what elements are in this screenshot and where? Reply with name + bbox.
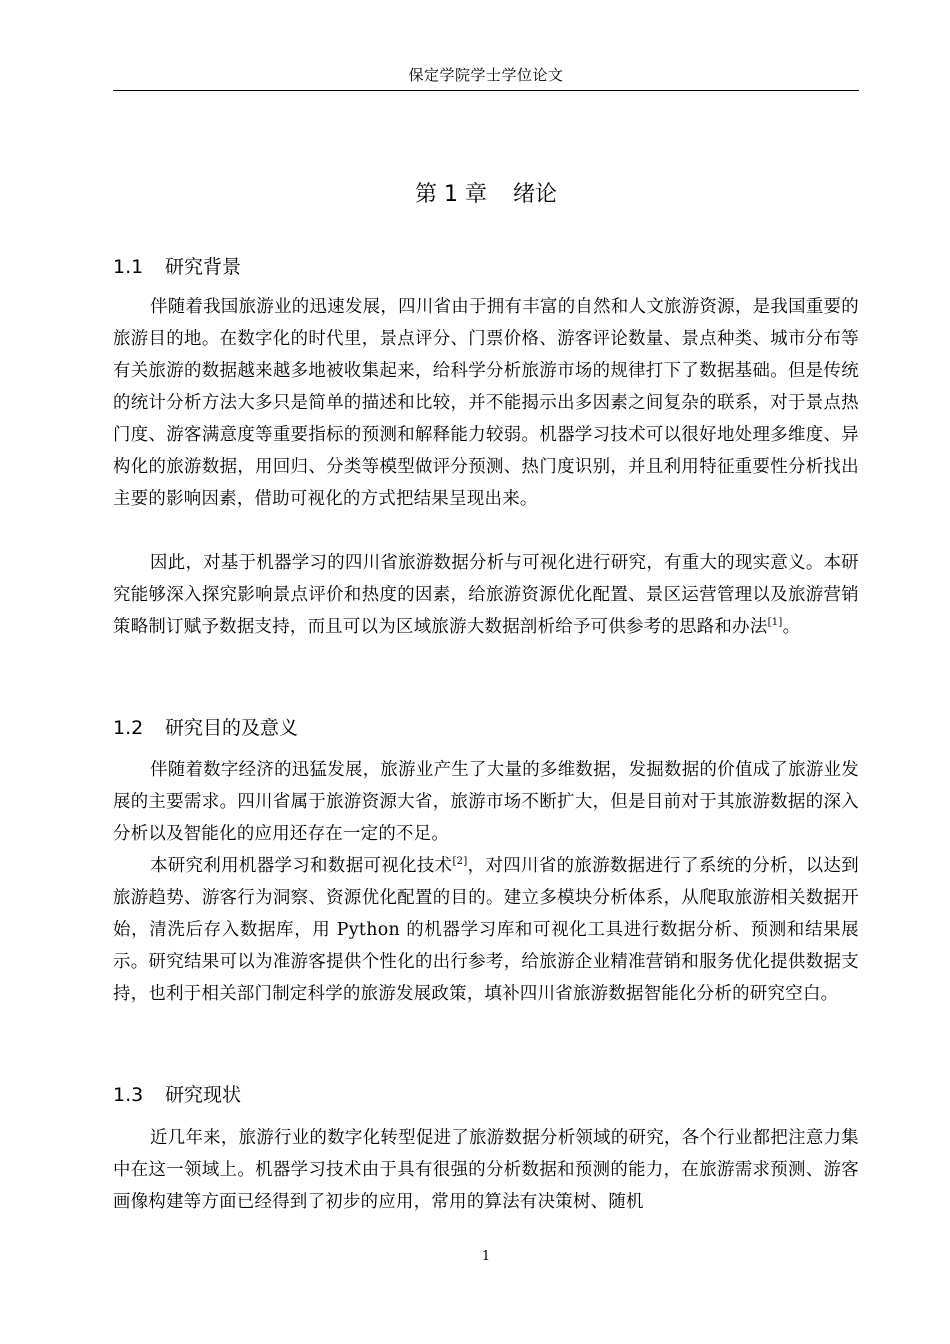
- paragraph-text: ，对四川省的旅游数据进行了系统的分析，以达到旅游趋势、游客行为洞察、资源优化配置的目的。建立多模块分析体系，从爬取旅游相关数据开始，清洗后存入数据库，用 Python 的机器学习库和可视化工具进行数据分析、预测和结果展示。研究结果可以为准游客提供个性化的出行参考，给旅游企业精准营销和服务优化提供数据支持，也利于相关部门制定科学的旅游发展政策，填补四川省旅游数据智能化分析的研究空白。: [113, 856, 859, 1004]
- section-title: 研究背景: [165, 256, 242, 278]
- citation-ref[interactable]: [2]: [452, 856, 468, 867]
- paragraph: [113, 754, 859, 850]
- section-title: 研究目的及意义: [165, 717, 299, 739]
- section-number: 1.1: [113, 256, 144, 278]
- paragraph-text: 伴随着数字经济的迅猛发展，旅游业产生了大量的多维数据，发掘数据的价值成了旅游业发展的主要需求。四川省属于旅游资源大省，旅游市场不断扩大，但是目前对于其旅游数据的深入分析以及智能化的应用还存在一定的不足。: [113, 760, 859, 844]
- paragraph-text: 因此，对基于机器学习的四川省旅游数据分析与可视化进行研究，有重大的现实意义。本研究能够深入探究影响景点评价和热度的因素，给旅游资源优化配置、景区运营管理以及旅游营销策略制订赋予数据支持，而且可以为区域旅游大数据剖析给予可供参考的思路和办法: [113, 553, 859, 637]
- section-number: 1.3: [113, 1084, 144, 1106]
- paragraph-text: 。: [782, 617, 801, 637]
- section-heading: [113, 1080, 859, 1110]
- paragraph-text: 伴随着我国旅游业的迅速发展，四川省由于拥有丰富的自然和人文旅游资源，是我国重要的旅游目的地。在数字化的时代里，景点评分、门票价格、游客评论数量、景点种类、城市分布等有关旅游的数据越来越多地被收集起来，给科学分析旅游市场的规律打下了数据基础。但是传统的统计分析方法大多只是简单的描述和比较，并不能揭示出多因素之间复杂的联系，对于景点热门度、游客满意度等重要指标的预测和解释能力较弱。机器学习技术可以很好地处理多维度、异构化的旅游数据，用回归、分类等模型做评分预测、热门度识别，并且利用特征重要性分析找出主要的影响因素，借助可视化的方式把结果呈现出来。: [113, 297, 859, 509]
- citation-ref[interactable]: [1]: [767, 617, 783, 628]
- chapter-number: 第 1 章: [415, 182, 487, 207]
- paragraph: [113, 547, 859, 643]
- section-number: 1.2: [113, 717, 144, 739]
- running-header: 保定学院学士学位论文: [113, 62, 859, 91]
- section-heading: [113, 252, 859, 282]
- section-heading: [113, 713, 859, 743]
- paragraph-text: 本研究利用机器学习和数据可视化技术: [150, 856, 453, 876]
- paragraph-text: 近几年来，旅游行业的数字化转型促进了旅游数据分析领域的研究，各个行业都把注意力集中在这一领域上。机器学习技术由于具有很强的分析数据和预测的能力，在旅游需求预测、游客画像构建等方面已经得到了初步的应用，常用的算法有决策树、随机: [113, 1128, 859, 1212]
- page-number: 1: [481, 1249, 491, 1264]
- section-title: 研究现状: [165, 1084, 242, 1106]
- paragraph: [113, 291, 859, 515]
- paragraph: [113, 1122, 859, 1218]
- paragraph: [113, 850, 859, 1010]
- chapter-title: 绪论: [512, 182, 557, 207]
- chapter-heading: [113, 178, 859, 212]
